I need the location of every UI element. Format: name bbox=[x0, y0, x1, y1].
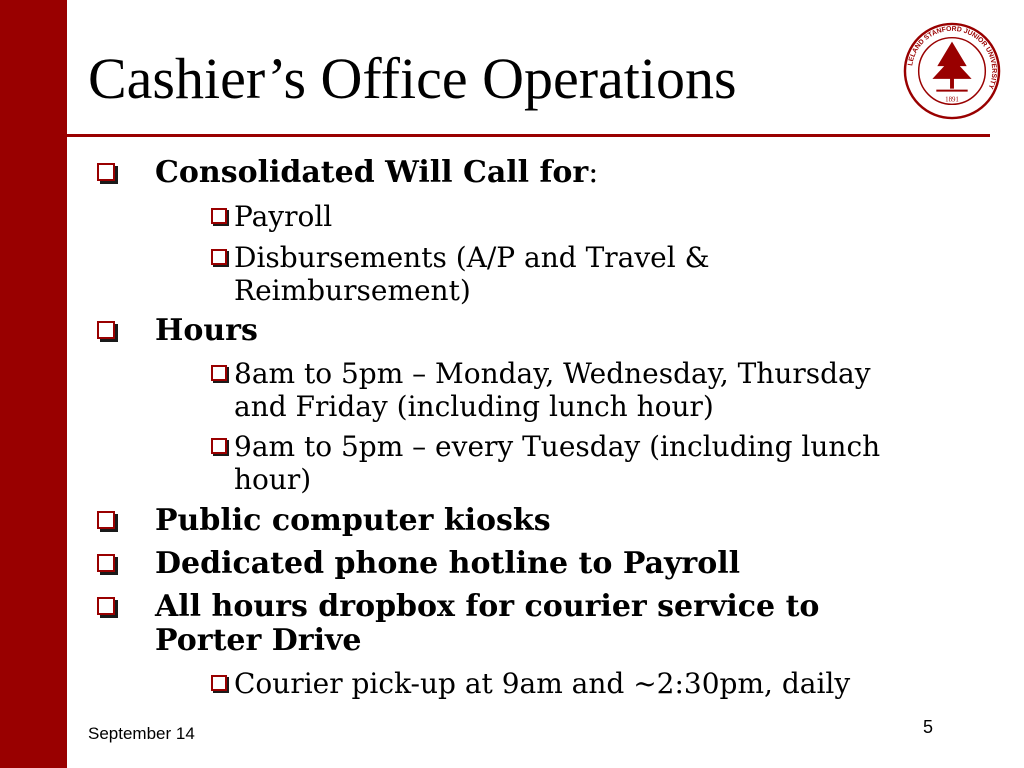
bullet-hours-label: Hours bbox=[155, 313, 258, 348]
seal-year: 1891 bbox=[945, 96, 959, 104]
sub-bullet-courier bbox=[234, 667, 850, 700]
sub-bullet-weekday-hours bbox=[234, 357, 871, 390]
bullet-will-call-label: Consolidated Will Call for bbox=[155, 155, 589, 190]
checkbox-bullet-icon bbox=[211, 249, 227, 265]
sub-bullet-weekday-hours-line1: 8am to 5pm – Monday, Wednesday, Thursday bbox=[234, 357, 871, 390]
bullet-hours bbox=[155, 314, 258, 348]
checkbox-bullet-icon bbox=[211, 365, 227, 381]
sub-bullet-payroll-text: Payroll bbox=[234, 200, 333, 233]
checkbox-bullet-icon bbox=[97, 554, 115, 572]
sub-bullet-disbursements-line1: Disbursements (A/P and Travel & bbox=[234, 241, 710, 274]
bullet-kiosks bbox=[155, 504, 551, 538]
sub-bullet-disbursements-continuation: Reimbursement) bbox=[234, 274, 471, 307]
checkbox-bullet-icon bbox=[97, 321, 115, 339]
bullet-will-call bbox=[155, 156, 598, 190]
bullet-kiosks-label: Public computer kiosks bbox=[155, 503, 551, 538]
bullet-will-call-colon: : bbox=[588, 155, 599, 190]
bullet-dropbox-line1: All hours dropbox for courier service to bbox=[155, 589, 820, 624]
slide-title: Cashier’s Office Operations bbox=[88, 46, 737, 111]
checkbox-bullet-icon bbox=[211, 438, 227, 454]
bullet-dropbox-continuation: Porter Drive bbox=[155, 623, 362, 658]
sub-bullet-payroll bbox=[234, 200, 332, 233]
bullet-dropbox bbox=[155, 590, 819, 624]
checkbox-bullet-icon bbox=[97, 597, 115, 615]
checkbox-bullet-icon bbox=[97, 163, 115, 181]
checkbox-bullet-icon bbox=[97, 511, 115, 529]
sub-bullet-courier-text: Courier pick-up at 9am and ~2:30pm, daily bbox=[234, 667, 851, 700]
page-number: 5 bbox=[923, 717, 934, 737]
checkbox-bullet-icon bbox=[211, 208, 227, 224]
sub-bullet-tuesday-hours-line1: 9am to 5pm – every Tuesday (including lunch bbox=[234, 430, 881, 463]
bullet-hotline bbox=[155, 547, 740, 581]
sub-bullet-weekday-hours-continuation: and Friday (including lunch hour) bbox=[234, 390, 714, 423]
seal-ring-text: LELAND STANFORD JUNIOR UNIVERSITY bbox=[907, 25, 998, 90]
bullet-hotline-label: Dedicated phone hotline to Payroll bbox=[155, 546, 741, 581]
footer-date: September 14 bbox=[88, 724, 195, 743]
sub-bullet-tuesday-hours bbox=[234, 430, 880, 463]
checkbox-bullet-icon bbox=[211, 675, 227, 691]
sub-bullet-disbursements bbox=[234, 241, 710, 274]
sub-bullet-tuesday-hours-continuation: hour) bbox=[234, 463, 312, 496]
